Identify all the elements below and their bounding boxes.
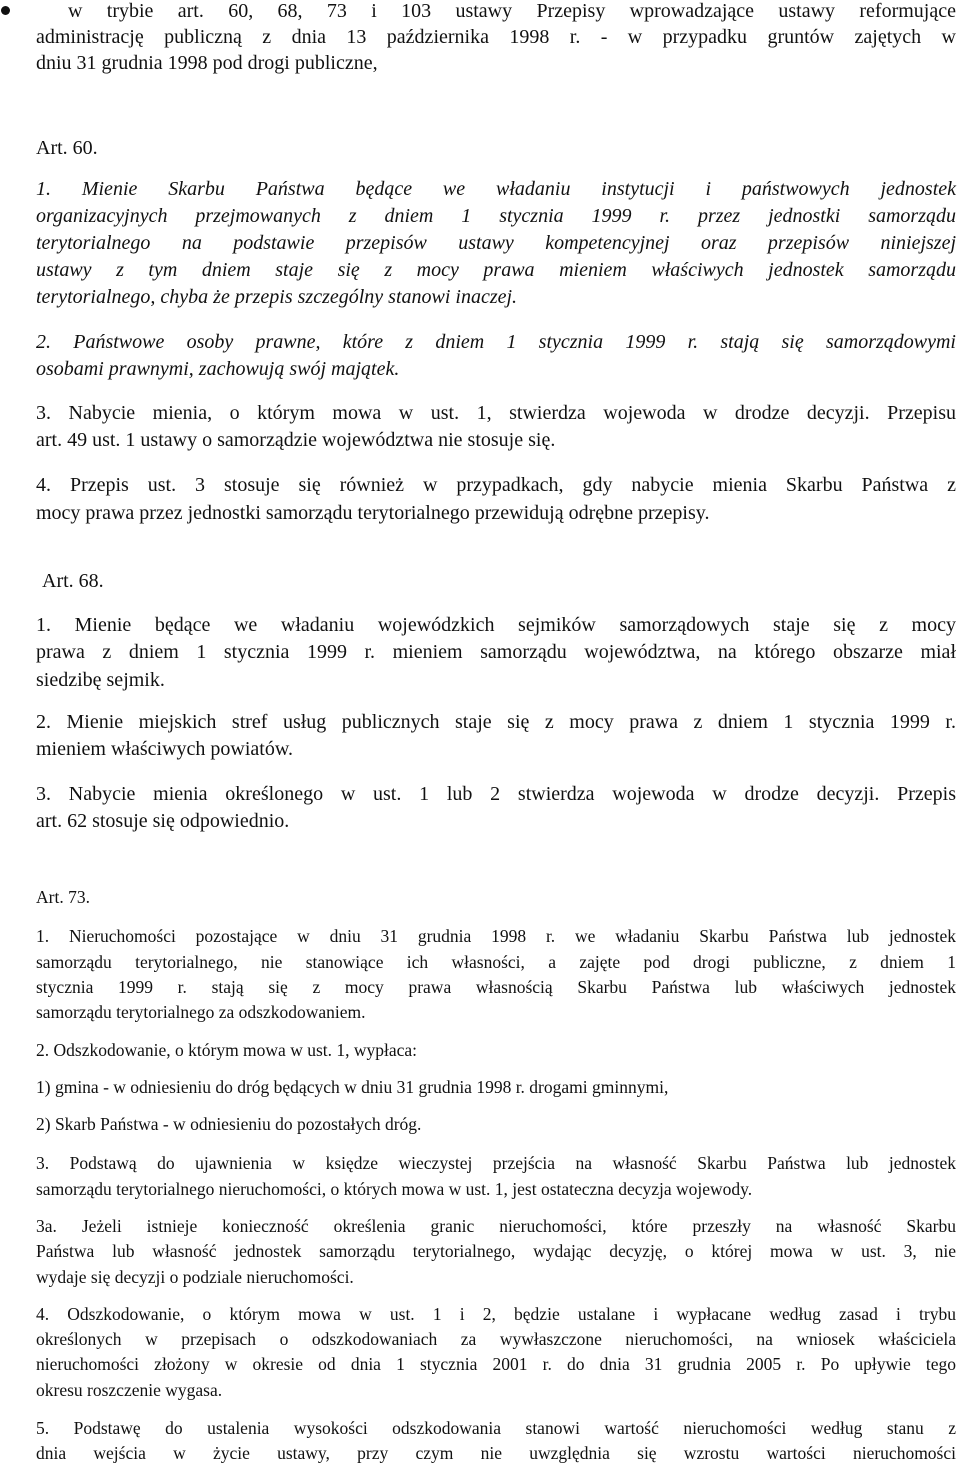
paragraph-line: osobami prawnymi, zachowują swój majątek. — [36, 358, 400, 380]
paragraph-line: 3a. Jeżeli istnieje konieczność określenia granic nieruchomości, które przeszły na własność Skarbu — [36, 1216, 956, 1236]
article-heading: Art. 68. — [42, 570, 104, 592]
paragraph-line: 4. Odszkodowanie, o którym mowa w ust. 1 i 2, będzie ustalane i wypłacane według zasad i trybu — [36, 1304, 956, 1324]
paragraph-line: stycznia 1999 r. stają się z mocy prawa własnością Skarbu Państwa lub właściwych jednostek — [36, 977, 956, 997]
intro-bullet — [1, 6, 10, 15]
paragraph-line: Państwa lub własność jednostek samorządu terytorialnego, wydając decyzję, o której mowa w ust. 3, nie — [36, 1241, 956, 1261]
paragraph-line: mocy prawa przez jednostki samorządu terytorialnego przewidują odrębne przepisy. — [36, 502, 710, 524]
paragraph-line: ustawy z tym dniem staje się z mocy prawa mieniem właściwych jednostek samorządu — [36, 259, 956, 281]
article-heading: Art. 73. — [36, 887, 90, 907]
intro-line: administrację publiczną z dnia 13 października 1998 r. - w przypadku gruntów zajętych w — [36, 26, 956, 48]
paragraph-line: 1. Mienie Skarbu Państwa będące we władaniu instytucji i państwowych jednostek — [36, 178, 956, 200]
paragraph-line: 2. Odszkodowanie, o którym mowa w ust. 1, wypłaca: — [36, 1040, 418, 1060]
intro-line: w trybie art. 60, 68, 73 i 103 ustawy Przepisy wprowadzające ustawy reformujące — [68, 0, 956, 22]
paragraph-line: samorządu terytorialnego nieruchomości, o których mowa w ust. 1, jest ostateczna decyzja wojewody. — [36, 1179, 753, 1199]
article-heading: Art. 60. — [36, 137, 98, 159]
paragraph-line: dnia wejścia w życie ustawy, przy czym nie uwzględnia się wzrostu wartości nieruchomości — [36, 1443, 956, 1463]
paragraph-line: okresu roszczenie wygasa. — [36, 1380, 223, 1400]
paragraph-line: samorządu terytorialnego, nie stanowiące ich własności, a zajęte pod drogi publiczne, z dniem 1 — [36, 952, 956, 972]
paragraph-line: 4. Przepis ust. 3 stosuje się również w przypadkach, gdy nabycie mienia Skarbu Państwa z — [36, 474, 956, 496]
paragraph-line: terytorialnego, chyba że przepis szczególny stanowi inaczej. — [36, 286, 518, 308]
list-item: 1) gmina - w odniesieniu do dróg będących w dniu 31 grudnia 1998 r. drogami gminnymi, — [36, 1077, 669, 1097]
paragraph-line: art. 49 ust. 1 ustawy o samorządzie województwa nie stosuje się. — [36, 429, 556, 451]
paragraph-line: 3. Podstawą do ujawnienia w księdze wieczystej przejścia na własność Skarbu Państwa lub jednostek — [36, 1153, 956, 1173]
paragraph-line: organizacyjnych przejmowanych z dniem 1 stycznia 1999 r. przez jednostki samorządu — [36, 205, 956, 227]
paragraph-line: prawa z dniem 1 stycznia 1999 r. mieniem samorządu województwa, na którego obszarze miał — [36, 641, 956, 663]
paragraph-line: siedzibę sejmik. — [36, 669, 165, 691]
paragraph-line: 2. Mienie miejskich stref usług publicznych staje się z mocy prawa z dniem 1 stycznia 1999 r. — [36, 711, 956, 733]
paragraph-line: 5. Podstawę do ustalenia wysokości odszkodowania stanowi wartość nieruchomości według stanu z — [36, 1418, 956, 1438]
paragraph-line: 3. Nabycie mienia określonego w ust. 1 lub 2 stwierdza wojewoda w drodze decyzji. Przepis — [36, 783, 956, 805]
paragraph-line: określonych w przepisach o odszkodowaniach za wywłaszczone nieruchomości, na wniosek właściciela — [36, 1329, 956, 1349]
paragraph-line: art. 62 stosuje się odpowiednio. — [36, 810, 290, 832]
paragraph-line: 1. Mienie będące we władaniu wojewódzkich sejmików samorządowych staje się z mocy — [36, 614, 956, 636]
paragraph-line: mieniem właściwych powiatów. — [36, 738, 293, 760]
paragraph-line: terytorialnego na podstawie przepisów ustawy kompetencyjnej oraz przepisów niniejszej — [36, 232, 956, 254]
list-item: 2) Skarb Państwa - w odniesieniu do pozostałych dróg. — [36, 1114, 422, 1134]
paragraph-line: nieruchomości złożony w okresie od dnia 1 stycznia 2001 r. do dnia 31 grudnia 2005 r. Po upływie tego — [36, 1354, 956, 1374]
paragraph-line: 2. Państwowe osoby prawne, które z dniem 1 stycznia 1999 r. stają się samorządowymi — [36, 331, 956, 353]
intro-line: dniu 31 grudnia 1998 pod drogi publiczne, — [36, 52, 378, 74]
paragraph-line: wydaje się decyzji o podziale nieruchomości. — [36, 1267, 354, 1287]
paragraph-line: samorządu terytorialnego za odszkodowaniem. — [36, 1002, 366, 1022]
paragraph-line: 3. Nabycie mienia, o którym mowa w ust. 1, stwierdza wojewoda w drodze decyzji. Przepisu — [36, 402, 956, 424]
paragraph-line: 1. Nieruchomości pozostające w dniu 31 grudnia 1998 r. we władaniu Skarbu Państwa lub jednostek — [36, 926, 956, 946]
